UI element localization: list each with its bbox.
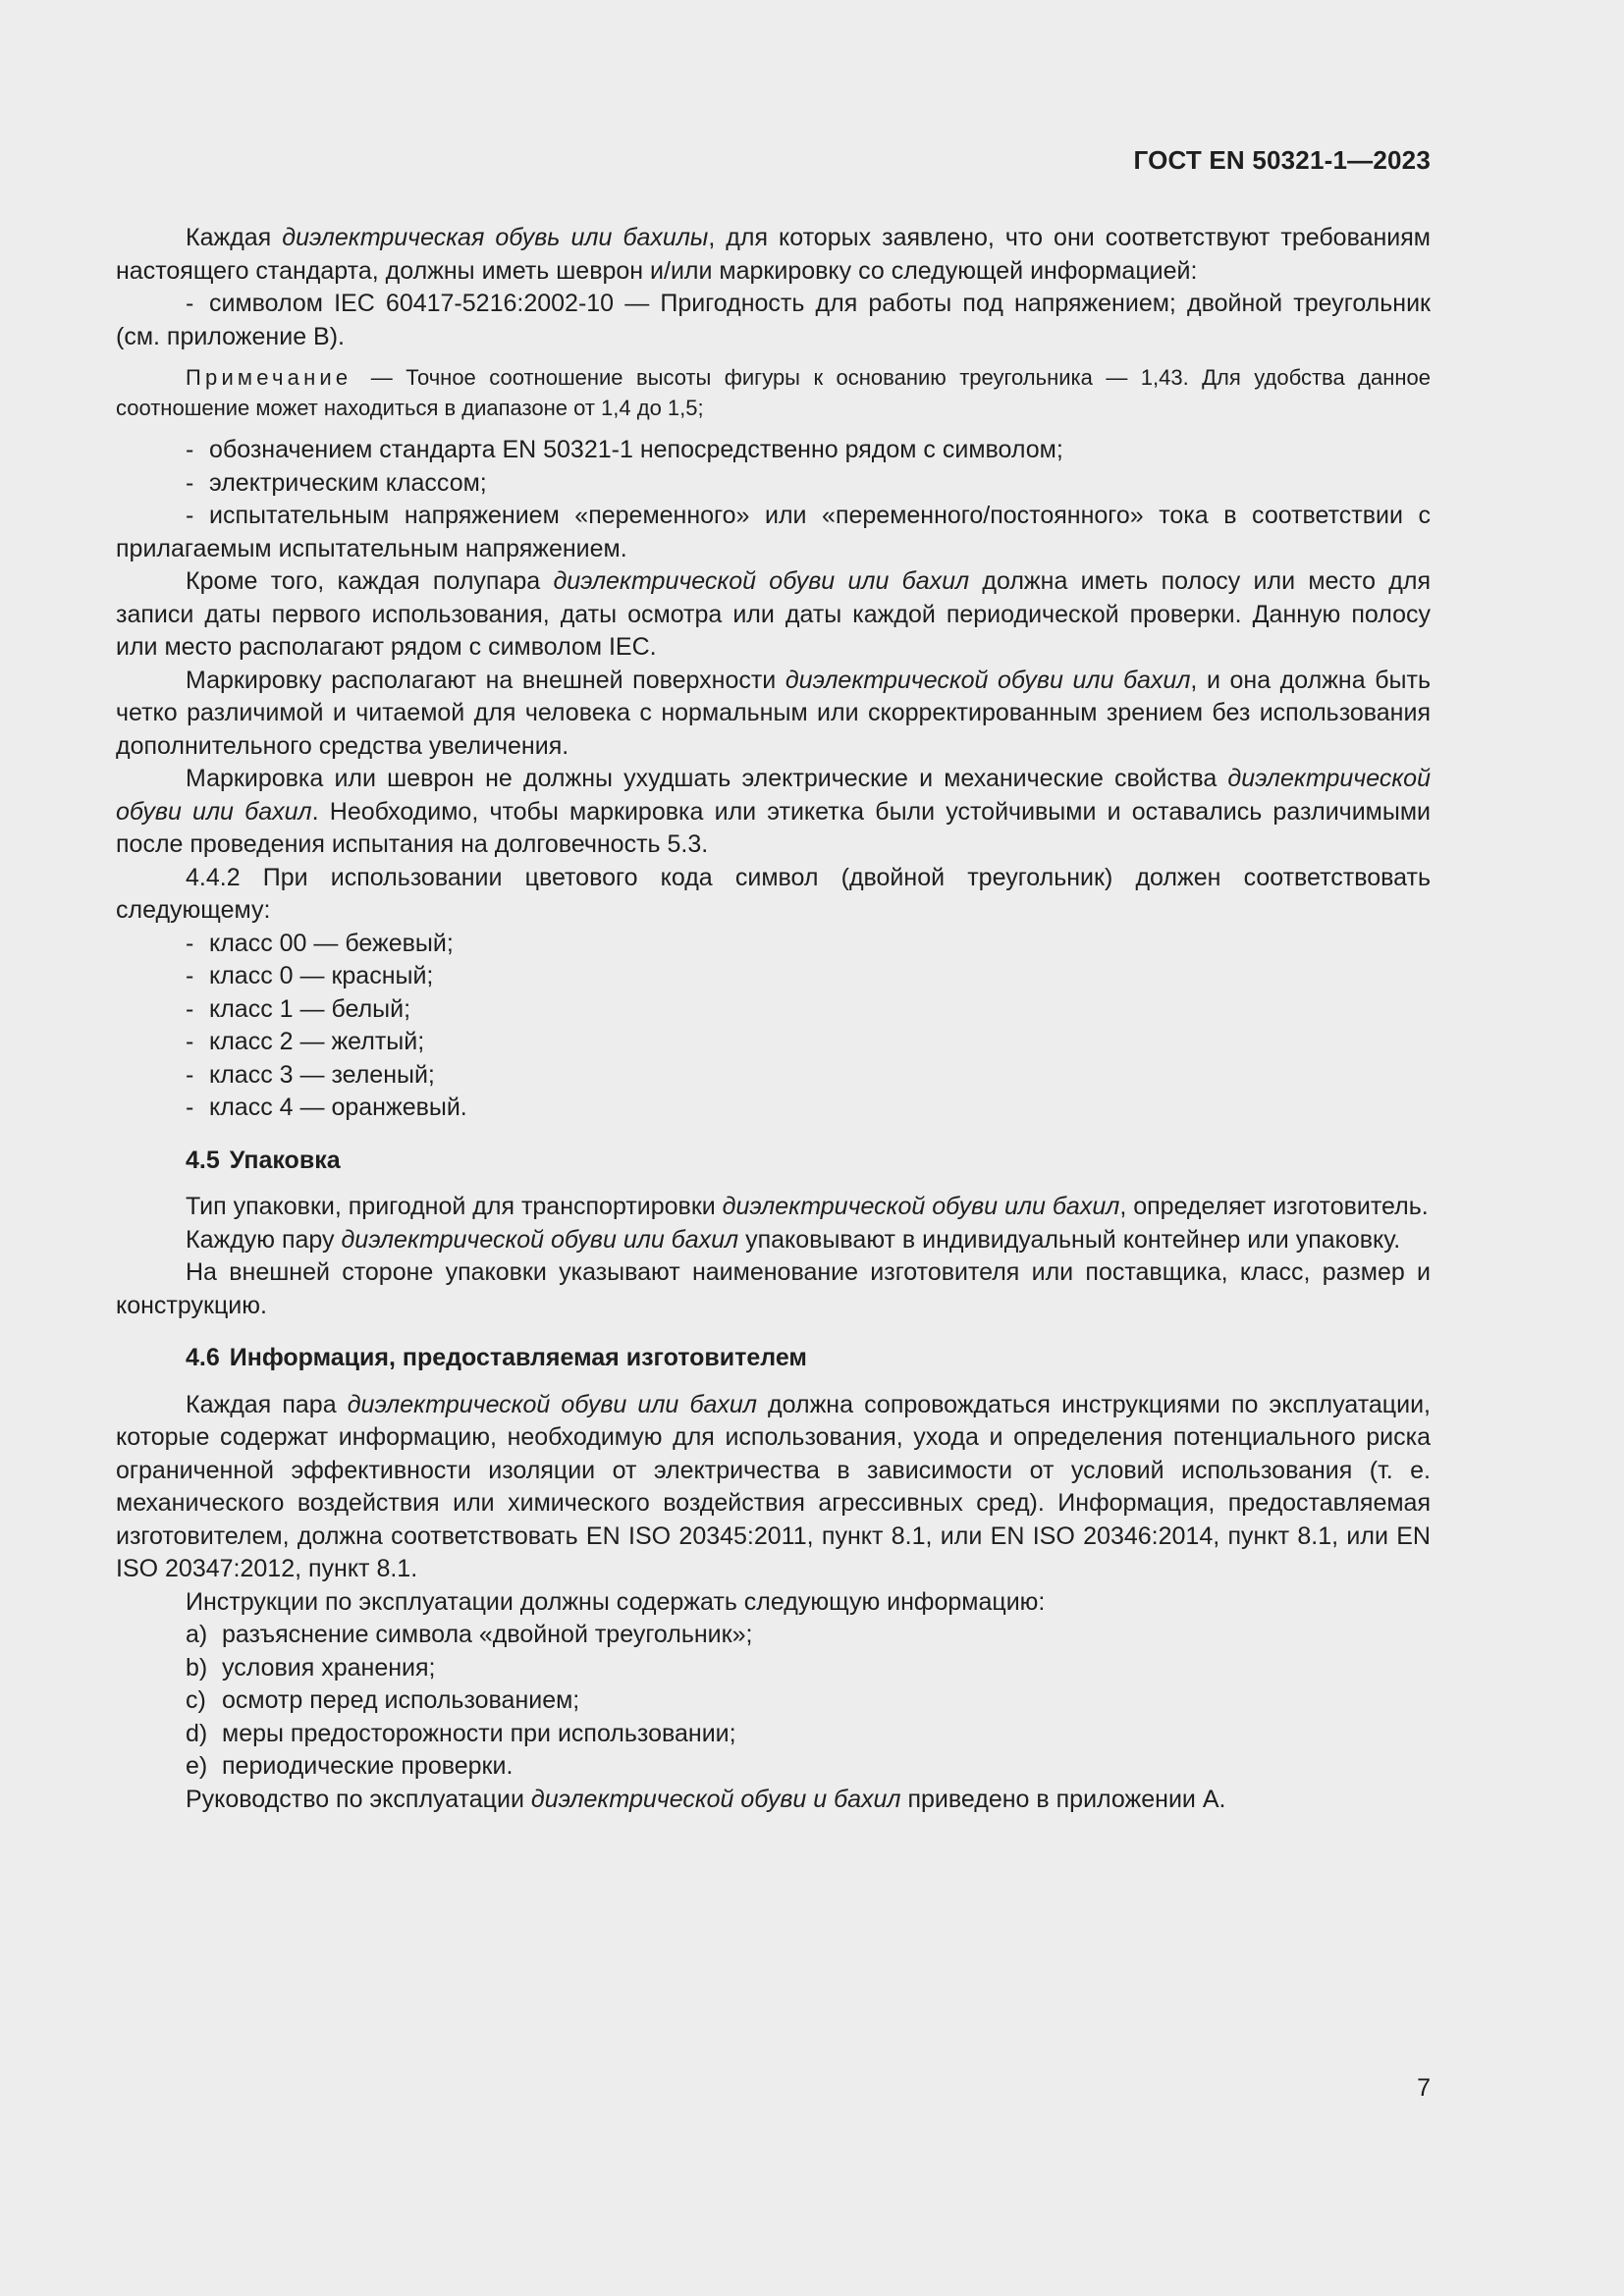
list-dash: - — [186, 290, 194, 317]
text-run: Тип упаковки, пригодной для транспортировки — [186, 1193, 723, 1220]
date-strip-paragraph — [116, 565, 1431, 665]
marking-location-paragraph — [116, 665, 1431, 764]
note-label: Примечание — [186, 365, 352, 390]
italic-term: диэлектрической обуви или бахил — [722, 1193, 1120, 1220]
text-run: должна сопровождаться инструкциями по эксплуатации, которые содержат информацию, необходимую для использования, ухода и определения потенциального риска ограниченной эффективности изоляции от электричества в зависимости от условий использования (т. е. механического воздействия или химического воздействия агрессивных сред). Информация, предоставляемая изготовителем, должна соответствовать EN ISO 20345:2011, пункт 8.1, или EN ISO 20346:2014, пункт 8.1, или EN ISO 20347:2012, пункт 8.1. — [116, 1390, 1431, 1582]
class-color-item — [116, 1026, 1431, 1059]
instruction-item — [116, 1652, 1431, 1685]
list-item-text: испытательным напряжением «переменного» или «переменного/постоянного» тока в соответствии с прилагаемым испытательным напряжением. — [116, 502, 1431, 562]
class-color-item — [116, 1059, 1431, 1093]
list-dash: - — [186, 436, 194, 463]
clause-4-4-2-paragraph: 4.4.2 При использовании цветового кода символ (двойной треугольник) должен соответствовать следующему: — [116, 863, 1431, 924]
page-number: 7 — [1417, 2074, 1431, 2102]
list-item-text: условия хранения; — [222, 1653, 436, 1682]
list-item-text: электрическим классом; — [209, 468, 487, 497]
list-item-text: класс 1 — белый; — [209, 994, 411, 1023]
manual-reference-paragraph — [116, 1784, 1431, 1817]
item-letter: e) — [186, 1752, 208, 1780]
list-item-text: меры предосторожности при использовании; — [222, 1719, 736, 1747]
instructions-contents-paragraph: Инструкции по эксплуатации должны содержать следующую информацию: — [186, 1587, 1046, 1616]
item-letter: d) — [186, 1719, 208, 1747]
text-run: . Необходимо, чтобы маркировка или этикетка были устойчивыми и оставались различимыми после проведения испытания на долговечность 5.3. — [116, 797, 1431, 858]
section-number: 4.5 — [186, 1146, 220, 1174]
page-body — [116, 222, 1431, 1816]
class-color-item — [116, 993, 1431, 1027]
marking-durability-paragraph — [116, 763, 1431, 862]
italic-term: диэлектрической обуви или бахил — [785, 666, 1191, 694]
item-letter: c) — [186, 1686, 206, 1714]
packaging-type-paragraph — [116, 1191, 1431, 1224]
list-item-text: класс 0 — красный; — [209, 962, 434, 989]
list-item-text: класс 2 — желтый; — [209, 1028, 425, 1055]
list-dash: - — [186, 962, 194, 989]
note-paragraph — [116, 362, 1431, 423]
italic-term: диэлектрической обуви или бахил — [347, 1390, 757, 1418]
italic-term: диэлектрической обуви или бахил — [553, 567, 970, 595]
list-dash: - — [186, 1028, 194, 1055]
text-run: должна иметь полосу или место для записи даты первого использования, даты осмотра или даты каждой периодической проверки. Данную полосу или место располагают рядом с символом IEC. — [116, 567, 1431, 661]
text-run: Маркировку располагают на внешней поверхности — [186, 666, 785, 694]
italic-term: диэлектрическая обувь или бахилы — [282, 224, 709, 251]
list-dash: - — [186, 929, 194, 957]
list-item — [116, 467, 1431, 501]
class-color-item — [116, 960, 1431, 993]
instructions-paragraph — [116, 1389, 1431, 1586]
list-item-text: класс 3 — зеленый; — [209, 1060, 435, 1089]
text-run: упаковывают в индивидуальный контейнер или упаковку. — [738, 1225, 1401, 1254]
text-run: , и она должна быть четко различимой и читаемой для человека с нормальным или скорректированным зрением без использования дополнительного средства увеличения. — [116, 666, 1431, 760]
text-run: Каждая — [186, 224, 283, 251]
list-dash: - — [186, 468, 194, 497]
list-item-text: осмотр перед использованием; — [222, 1686, 580, 1714]
item-letter: a) — [186, 1621, 208, 1648]
section-heading-manufacturer-info — [116, 1342, 1431, 1375]
list-item — [116, 288, 1431, 353]
list-item-text: символом IEC 60417-5216:2002-10 — Пригодность для работы под напряжением; двойной треугольник (см. приложение В). — [116, 290, 1431, 350]
list-item-text: класс 00 — бежевый; — [209, 929, 454, 957]
italic-term: диэлектрической обуви или бахил — [116, 765, 1431, 826]
section-title: Упаковка — [229, 1146, 341, 1174]
item-letter: b) — [186, 1653, 208, 1682]
list-item — [116, 434, 1431, 467]
list-item-text: обозначением стандарта EN 50321-1 непосредственно рядом с символом; — [209, 436, 1063, 463]
italic-term: диэлектрической обуви или бахил — [341, 1225, 739, 1254]
instruction-item — [116, 1718, 1431, 1751]
section-number: 4.6 — [186, 1344, 220, 1371]
list-item — [116, 500, 1431, 565]
list-item-text: разъяснение символа «двойной треугольник»; — [222, 1621, 753, 1648]
packaging-container-paragraph — [116, 1224, 1431, 1257]
list-dash: - — [186, 994, 194, 1023]
text-run: приведено в приложении А. — [900, 1785, 1226, 1813]
instruction-item — [116, 1750, 1431, 1784]
list-dash: - — [186, 502, 194, 529]
text-run: Кроме того, каждая полупара — [186, 567, 554, 595]
packaging-label-paragraph: На внешней стороне упаковки указывают наименование изготовителя или поставщика, класс, размер и конструкцию. — [116, 1258, 1431, 1319]
text-run: , для которых заявлено, что они соответствуют требованиям настоящего стандарта, должны иметь шеврон и/или маркировку со следующей информацией: — [116, 224, 1431, 285]
text-run: Руководство по эксплуатации — [186, 1785, 531, 1813]
instruction-item — [116, 1619, 1431, 1652]
instruction-item — [116, 1684, 1431, 1718]
text-run: Каждую пару — [186, 1225, 342, 1254]
section-heading-packaging — [116, 1145, 1431, 1178]
text-run: Каждая пара — [186, 1390, 348, 1418]
class-color-item — [116, 1092, 1431, 1125]
list-dash: - — [186, 1094, 194, 1121]
list-item-text: класс 4 — оранжевый. — [209, 1094, 467, 1121]
text-run: , определяет изготовитель. — [1119, 1193, 1429, 1220]
text-run: Маркировка или шеврон не должны ухудшать электрические и механические свойства — [186, 765, 1228, 792]
list-dash: - — [186, 1060, 194, 1089]
marking-intro-paragraph — [116, 222, 1431, 288]
italic-term: диэлектрической обуви и бахил — [530, 1785, 901, 1813]
document-code-header: ГОСТ EN 50321-1—2023 — [1133, 145, 1431, 175]
note-text: — Точное соотношение высоты фигуры к основанию треугольника — 1,43. Для удобства данное соотношение может находиться в диапазоне от 1,4 до 1,5; — [116, 365, 1431, 420]
list-item-text: периодические проверки. — [222, 1752, 514, 1780]
section-title: Информация, предоставляемая изготовителем — [229, 1344, 807, 1371]
class-color-item — [116, 928, 1431, 961]
